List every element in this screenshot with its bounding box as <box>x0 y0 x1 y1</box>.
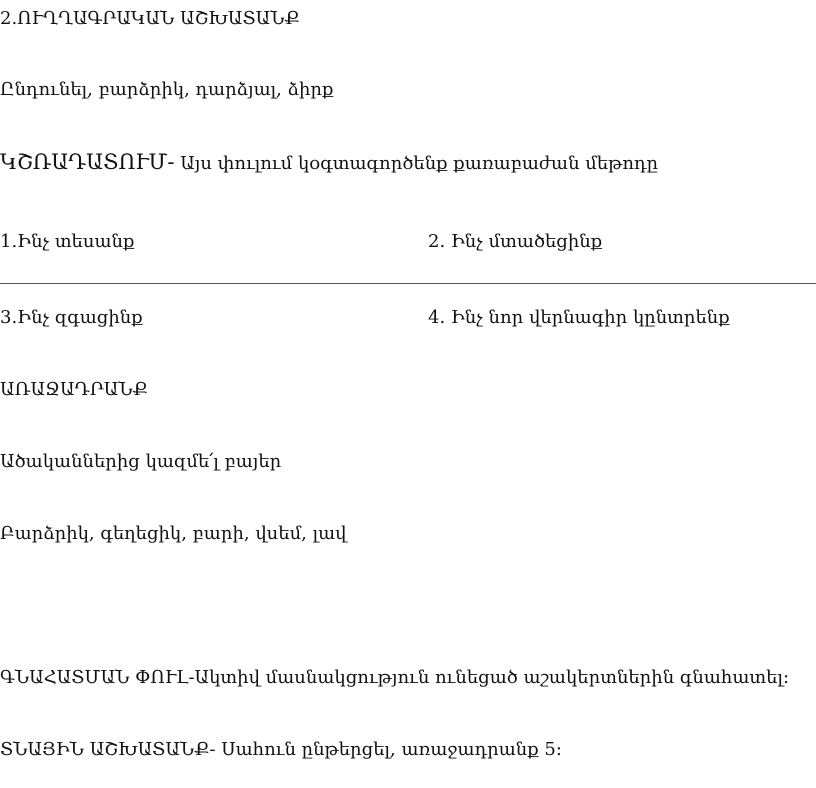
question-3: 3.Ինչ զգացինք <box>0 307 143 328</box>
critical-thinking-description: Այս փուլում կօգտագործենք քառաբաժան մեթոդը <box>174 153 659 174</box>
critical-thinking-line <box>0 150 658 176</box>
spelling-word-list: Ընդունել, բարձրիկ, դարձյալ, ձիրք <box>0 79 334 100</box>
critical-thinking-heading: ԿՇՌԱԴԱՏՈՒՄ- <box>0 150 175 174</box>
question-2: 2. Ինչ մտածեցինք <box>428 231 603 252</box>
homework-line: ՏՆԱՅԻՆ ԱՇԽԱՏԱՆՔ- Սահուն ընթերցել, առաջադրանք 5: <box>0 739 562 760</box>
assignment-instruction: Ածականներից կազմե՛լ բայեր <box>0 451 282 472</box>
assignment-word-list: Բարձրիկ, գեղեցիկ, բարի, վսեմ, լավ <box>0 523 347 544</box>
assignment-heading: ԱՌԱՋԱԴՐԱՆՔ <box>0 379 148 400</box>
section-heading-spelling-work: 2.ՈՒՂՂԱԳՐԱԿԱՆ ԱՇԽԱՏԱՆՔ <box>0 8 300 29</box>
evaluation-line: ԳՆԱՀԱՏՄԱՆ ՓՈՒԼ-Ակտիվ մասնակցություն ունեցած աշակերտներին գնահատել: <box>0 667 790 688</box>
question-1: 1.Ինչ տեսանք <box>0 231 135 252</box>
question-4: 4. Ինչ նոր վերնագիր կընտրենք <box>428 307 730 328</box>
horizontal-divider <box>0 283 816 284</box>
